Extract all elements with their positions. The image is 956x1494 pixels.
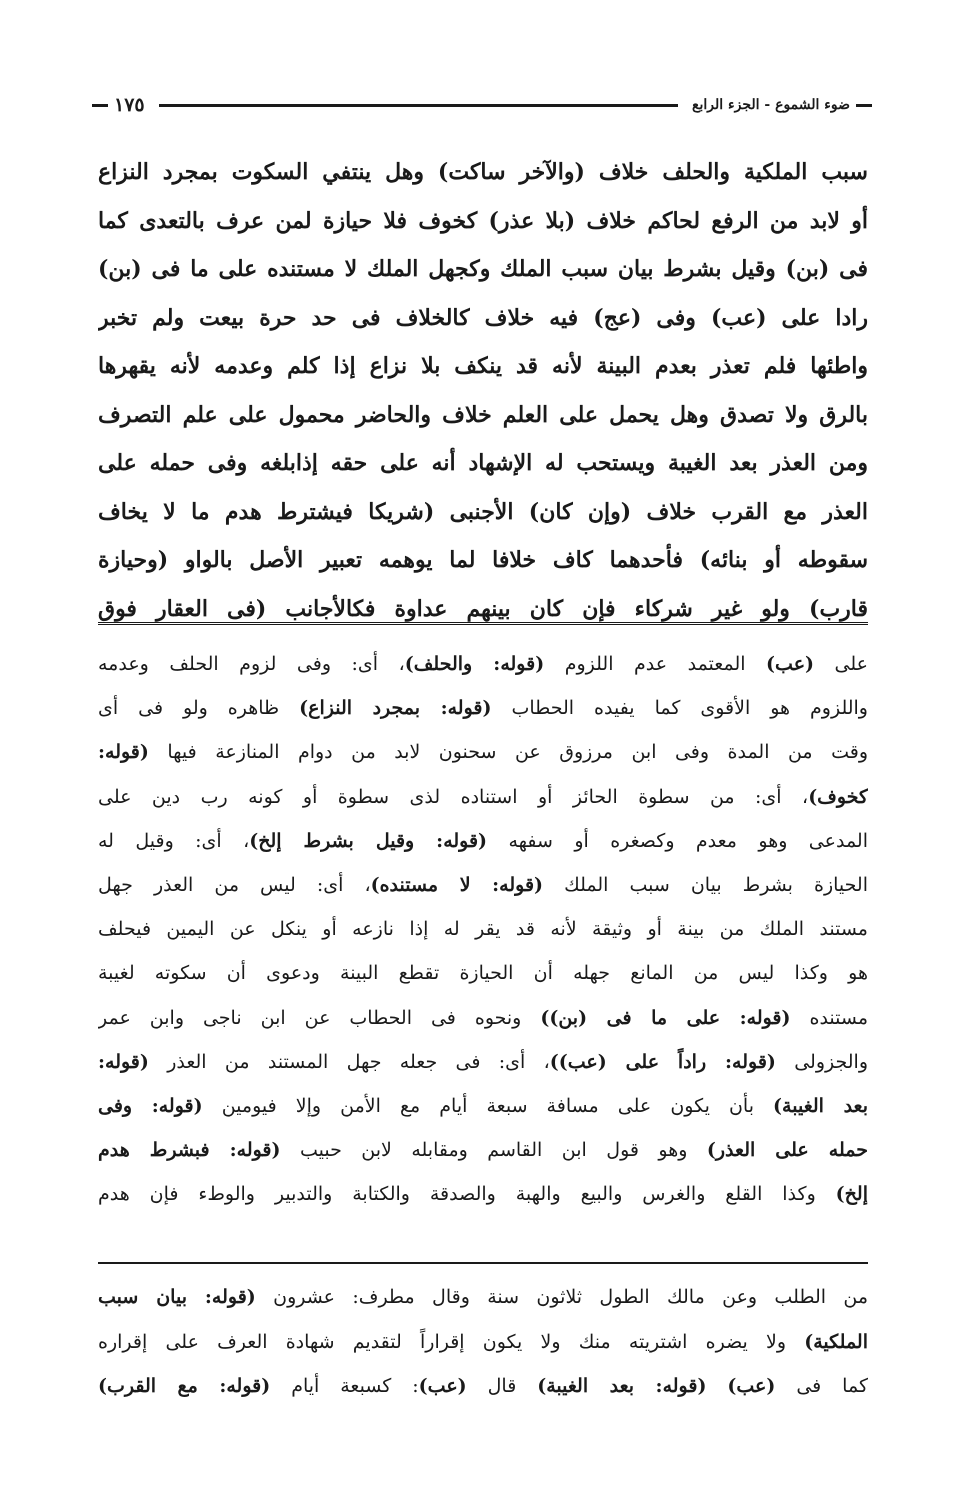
commentary-line: [98, 996, 868, 1040]
main-text-line: أو لابد من الرفع لحاكم خلاف (بلا عذر) كخوف فلا حيازة لمن عرف بالتعدى كما: [98, 207, 868, 234]
text-segment: مستند الملك من بينة أو وثيقة لأنه قد يقر له إذا نازعه أو ينكل عن اليمين فيحلف: [98, 918, 868, 941]
main-text-line: واطئها فلم تعذر بعدم البينة لأنه قد ينكف بلا نزاع إذا كلم وعدمه لأنه يقهرها: [98, 353, 868, 379]
quoted-lemma: (قوله:: [98, 741, 149, 764]
main-text-line: رادا على (عب) وفى (عج) فيه خلاف كالخلاف فى حد حرة بيعت ولم تخبر: [98, 304, 868, 331]
header-rule-left: [92, 104, 108, 107]
footnote-divider: [98, 1262, 868, 1264]
commentary-text: [98, 642, 868, 1216]
text-segment: وكذا القلع والغرس والبيع والهبة والصدقة والكتابة والتدبير والوطء فإن هدم: [98, 1183, 836, 1206]
quoted-lemma: (قوله: مع القرب): [98, 1375, 271, 1397]
section-divider: [98, 622, 868, 625]
main-text-line: العذر مع القرب خلاف (وإن كان) الأجنبى (شريكا فيشترط هدم ما لا يخاف: [98, 498, 868, 525]
quoted-lemma: (قوله: وقيل بشرط إلخ): [249, 829, 488, 852]
main-text-line: سبب الملكية والحلف خلاف (والآخر ساكت) وهل ينتفي السكوت بمجرد النزاع: [98, 159, 868, 185]
quoted-lemma: (قوله: بمجرد النزاع): [299, 697, 492, 720]
header-rule: [159, 104, 678, 107]
main-text-line: بالرق ولا تصدق وهل يحمل على العلم خلاف والحاضر محمول على علم التصرف: [98, 401, 868, 428]
commentary-line: [98, 730, 868, 774]
quoted-lemma: (عب): [766, 653, 815, 675]
commentary-line: [98, 775, 868, 819]
text-segment: ، أى: من سطوة الحائز أو استناده لذى سطوة أو كونه رب دين على: [98, 785, 809, 808]
text-segment: ، أى: وفى لزوم الحلف وعدمه: [98, 653, 405, 675]
quoted-lemma: (قوله: على ما فى (بن)): [540, 1006, 791, 1029]
quoted-lemma: (قوله: والحلف): [404, 653, 545, 675]
text-segment: واللزوم هو الأقوى كما يفيده الحطاب: [491, 697, 868, 720]
footnote-line: [98, 1320, 868, 1365]
text-segment: ظاهره ولو فى أى: [98, 697, 300, 720]
text-segment: ، أى: ليس من العذر جهل: [98, 873, 371, 896]
page-number: ١٧٥: [114, 94, 145, 116]
main-text-line: فى (بن) وقيل بشرط بيان سبب الملك وكجهل الملك لا مستنده على ما فى (بن): [98, 256, 868, 282]
text-segment: وهو قول ابن القاسم ومقابله لابن حبيب: [280, 1139, 707, 1162]
quoted-lemma: (قوله:: [98, 1050, 149, 1073]
text-segment: ولا يضره اشتريته منك ولا يكون إقراراً لتقديم شهادة العرف على إقراره: [98, 1330, 805, 1353]
quoted-lemma: (قوله: بعد الغيبة): [537, 1375, 707, 1397]
commentary-line: [98, 642, 868, 686]
text-segment: المدعى وهو معدم وكصغره أو سفهه: [487, 829, 868, 852]
quoted-lemma: الملكية): [804, 1330, 868, 1353]
text-segment: الحيازة بشرط بيان سبب الملك: [543, 873, 868, 896]
quoted-lemma: كخوف): [808, 785, 868, 808]
text-segment: والجزولى: [775, 1050, 868, 1073]
quoted-lemma: (قوله: فبشرط هدم: [98, 1139, 281, 1162]
quoted-lemma: (عب): [418, 1375, 467, 1397]
commentary-line: [98, 1172, 868, 1216]
quoted-lemma: (قوله: راداً على (عب)): [549, 1050, 776, 1073]
text-segment: بأن يكون على مسافة سبعة أيام مع الأمن وإلا فيومين: [202, 1094, 774, 1117]
quoted-lemma: (عب): [727, 1375, 776, 1397]
text-segment: كما فى: [775, 1375, 868, 1397]
quoted-lemma: حمله على العذر): [706, 1139, 868, 1162]
text-segment: ، أى: فى جعله جهل المستند من العذر: [148, 1050, 550, 1073]
commentary-line: [98, 1128, 868, 1172]
quoted-lemma: (قوله: بيان سبب: [98, 1286, 256, 1308]
footnote-text: [98, 1275, 868, 1409]
text-segment: ، أى: وقيل له: [98, 829, 250, 852]
running-header: [92, 90, 872, 120]
text-segment: على: [814, 653, 868, 675]
quoted-lemma: (قوله: وفى: [98, 1094, 203, 1117]
text-segment: قال: [466, 1375, 538, 1397]
text-segment: من الطلب وعن مالك الطول ثلاثون سنة وقال مطرف: عشرون: [255, 1286, 868, 1308]
commentary-line: [98, 863, 868, 907]
quoted-lemma: إلخ): [835, 1183, 868, 1206]
footnote-line: [98, 1364, 868, 1409]
commentary-line: [98, 907, 868, 951]
commentary-line: [98, 951, 868, 995]
main-text-line: سقوطه أو بنائه) فأحدهما كاف خلافا لما يوهمه تعبير الأصل بالواو (وحيازة: [98, 547, 868, 573]
text-segment: ونحوه فى الحطاب عن ابن ناجى وابن عمر: [98, 1006, 541, 1029]
commentary-line: [98, 1040, 868, 1084]
text-segment: وقت من المدة وفى ابن مرزوق عن سحنون لابد من دوام المنازعة فيها: [148, 741, 868, 764]
main-text-line: ومن العذر بعد الغيبة ويستحب له الإشهاد أنه على حقه إذابلغه وفى حمله على: [98, 450, 868, 476]
text-segment: [706, 1375, 727, 1397]
commentary-line: [98, 686, 868, 730]
text-segment: المعتمد عدم اللزوم: [544, 653, 767, 675]
main-text-line: قارب) ولو غير شركاء فإن كان بينهم عداوة فكالأجانب (فى العقار فوق: [98, 595, 868, 622]
quoted-lemma: بعد الغيبة): [773, 1094, 868, 1117]
header-title: ضوء الشموع - الجزء الرابع: [692, 97, 850, 113]
quoted-lemma: (قوله: لا مستنده): [370, 873, 544, 896]
header-rule-right: [856, 104, 872, 107]
text-segment: : كسبعة أيام: [270, 1375, 419, 1397]
main-text: [98, 148, 868, 633]
commentary-line: [98, 1084, 868, 1128]
commentary-line: [98, 819, 868, 863]
footnote-line: [98, 1275, 868, 1320]
text-segment: هو وكذا ليس من المانع جهله أن الحيازة تقطع البينة ودعوى أن سكوته لغيبة: [98, 962, 868, 985]
text-segment: مستنده: [790, 1006, 868, 1029]
